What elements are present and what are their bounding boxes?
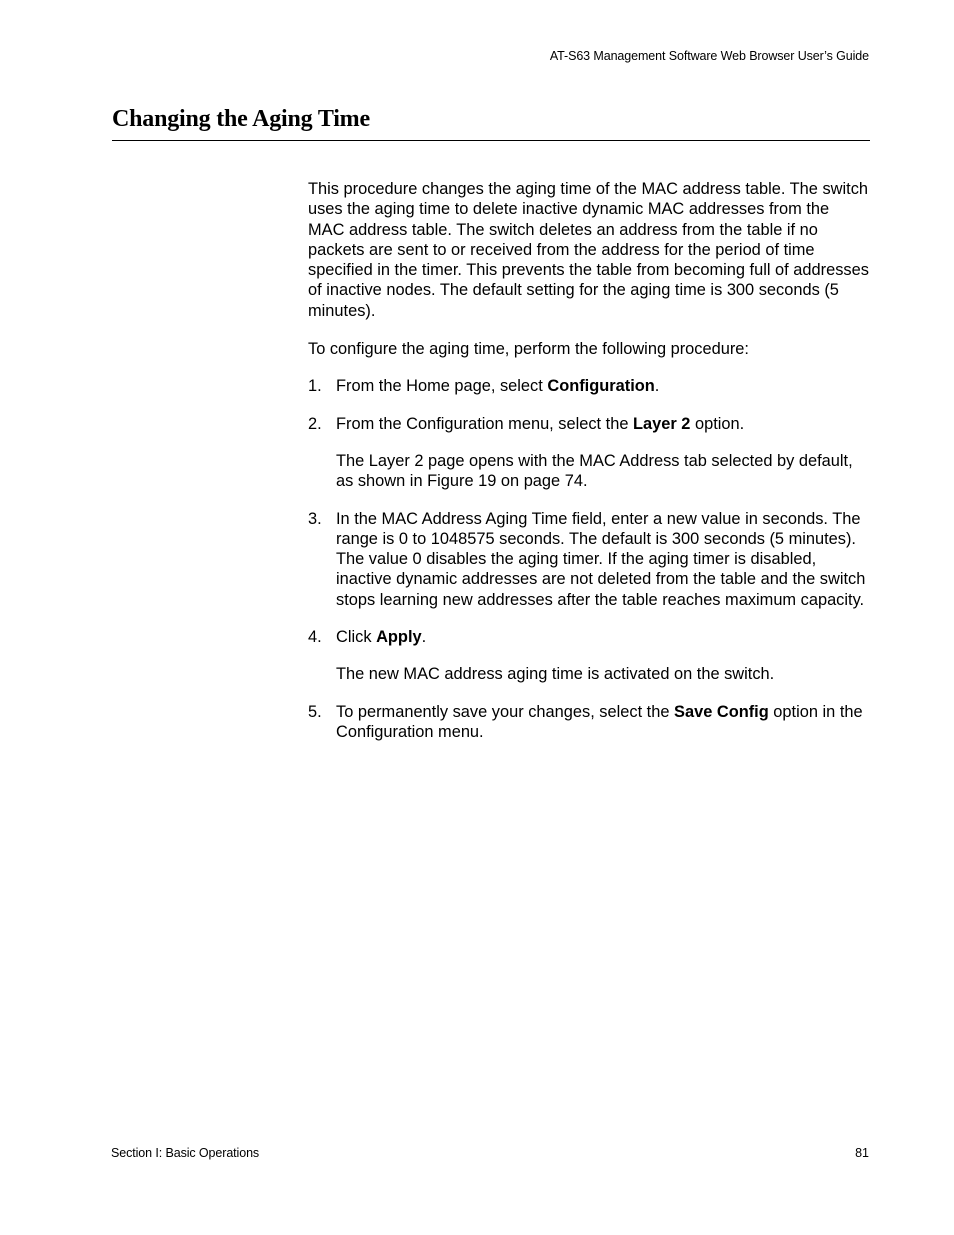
step-text: To permanently save your changes, select the xyxy=(336,702,675,721)
running-header: AT-S63 Management Software Web Browser User’s Guide xyxy=(549,49,869,63)
step-2 xyxy=(308,414,870,434)
procedure-lead: To configure the aging time, perform the following procedure: xyxy=(308,340,749,359)
step-text-end: option in the Configuration menu. xyxy=(336,702,863,741)
footer-section-label: Section I: Basic Operations xyxy=(111,1146,260,1160)
step-text: Click xyxy=(336,628,377,647)
step-4 xyxy=(308,627,870,647)
step-text: From the Home page, select xyxy=(336,377,548,396)
ui-term-configuration: Configuration xyxy=(547,377,655,396)
ui-term-apply: Apply xyxy=(376,628,422,647)
footer-page-number: 81 xyxy=(855,1146,869,1160)
step-text-end: option. xyxy=(690,414,745,433)
step-1 xyxy=(308,376,870,396)
body-content xyxy=(308,179,870,759)
step-text: In the MAC Address Aging Time field, enter a new value in seconds. The range is 0 to 1048575 seconds. The default is 300 seconds (5 minutes). The value 0 disables the aging timer. If the aging timer is disabled, inactive dynamic addresses are not deleted from the table and the switch stops learning new addresses after the table reaches maximum capacity. xyxy=(336,509,866,609)
step-number: 4. xyxy=(308,628,322,647)
step-number: 1. xyxy=(308,377,322,396)
step-number: 5. xyxy=(308,702,322,721)
ui-term-layer-2: Layer 2 xyxy=(633,414,691,433)
step-5 xyxy=(308,702,870,743)
ui-term-save-config: Save Config xyxy=(674,702,769,721)
step-3 xyxy=(308,509,870,610)
step-text-end: . xyxy=(654,377,660,396)
step-number: 2. xyxy=(308,414,322,433)
section-title: Changing the Aging Time xyxy=(112,106,370,132)
title-rule xyxy=(112,140,870,141)
step-text-end: . xyxy=(421,628,427,647)
step-number: 3. xyxy=(308,509,322,528)
step-text: From the Configuration menu, select the xyxy=(336,414,634,433)
step-2-note: The Layer 2 page opens with the MAC Address tab selected by default, as shown in Figure 19 on page 74. xyxy=(336,451,853,491)
step-4-note: The new MAC address aging time is activated on the switch. xyxy=(336,665,775,684)
intro-paragraph: This procedure changes the aging time of the MAC address table. The switch uses the aging time to delete inactive dynamic MAC addresses from the MAC address table. The switch deletes an address from the table if no packets are sent to or received from the address for the period of time specified in the timer. This prevents the table from becoming full of addresses of inactive nodes. The default setting for the aging time is 300 seconds (5 minutes). xyxy=(308,180,869,320)
